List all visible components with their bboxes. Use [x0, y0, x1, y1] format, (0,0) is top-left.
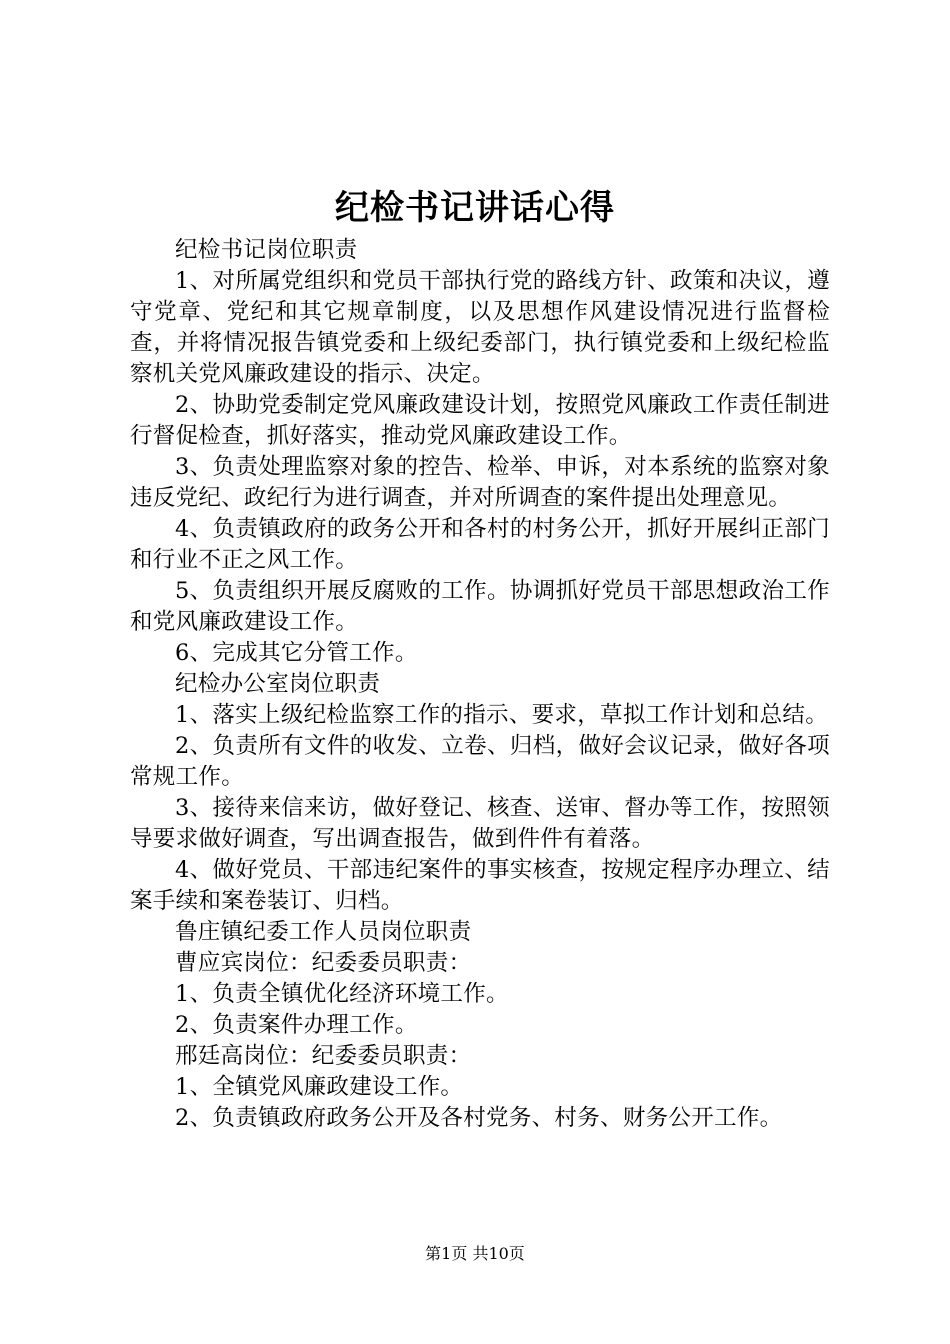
paragraph: 邢廷高岗位：纪委委员职责： [175, 1043, 472, 1069]
paragraph: 2、协助党委制定党风廉政建设计划，按照党风廉政工作责任制进行督促检查，抓好落实，推动党风廉政建设工作。 [130, 392, 830, 449]
paragraph: 4、负责镇政府的政务公开和各村的村务公开，抓好开展纠正部门和行业不正之风工作。 [130, 516, 830, 573]
paragraph: 曹应宾岗位：纪委委员职责： [175, 950, 472, 976]
paragraph: 1、落实上级纪检监察工作的指示、要求，草拟工作计划和总结。 [175, 702, 829, 728]
paragraph: 5、负责组织开展反腐败的工作。协调抓好党员干部思想政治工作和党风廉政建设工作。 [130, 578, 830, 635]
paragraph: 6、完成其它分管工作。 [175, 640, 418, 666]
paragraph: 2、负责镇政府政务公开及各村党务、村务、财务公开工作。 [175, 1105, 783, 1131]
document-body [130, 235, 830, 1134]
page-number-footer: 第1页 共10页 [425, 1244, 525, 1263]
paragraph-section-heading: 纪检书记岗位职责 [175, 237, 358, 263]
paragraph: 1、全镇党风廉政建设工作。 [175, 1074, 464, 1100]
paragraph-section-heading: 纪检办公室岗位职责 [175, 671, 381, 697]
paragraph: 3、负责处理监察对象的控告、检举、申诉，对本系统的监察对象违反党纪、政纪行为进行调查，并对所调查的案件提出处理意见。 [130, 454, 830, 511]
paragraph: 3、接待来信来访，做好登记、核查、送审、督办等工作，按照领导要求做好调查，写出调查报告，做到件件有着落。 [130, 795, 830, 852]
paragraph: 1、对所属党组织和党员干部执行党的路线方针、政策和决议，遵守党章、党纪和其它规章制度，以及思想作风建设情况进行监督检查，并将情况报告镇党委和上级纪委部门，执行镇党委和上级纪检监察机关党风廉政建设的指示、决定。 [130, 268, 830, 387]
paragraph: 4、做好党员、干部违纪案件的事实核查，按规定程序办理立、结案手续和案卷装订、归档。 [130, 857, 830, 914]
paragraph-section-heading: 鲁庄镇纪委工作人员岗位职责 [175, 919, 472, 945]
paragraph: 2、负责案件办理工作。 [175, 1012, 418, 1038]
paragraph: 1、负责全镇优化经济环境工作。 [175, 981, 509, 1007]
document-title: 纪检书记讲话心得 [335, 188, 615, 228]
paragraph: 2、负责所有文件的收发、立卷、归档，做好会议记录，做好各项常规工作。 [130, 733, 830, 790]
